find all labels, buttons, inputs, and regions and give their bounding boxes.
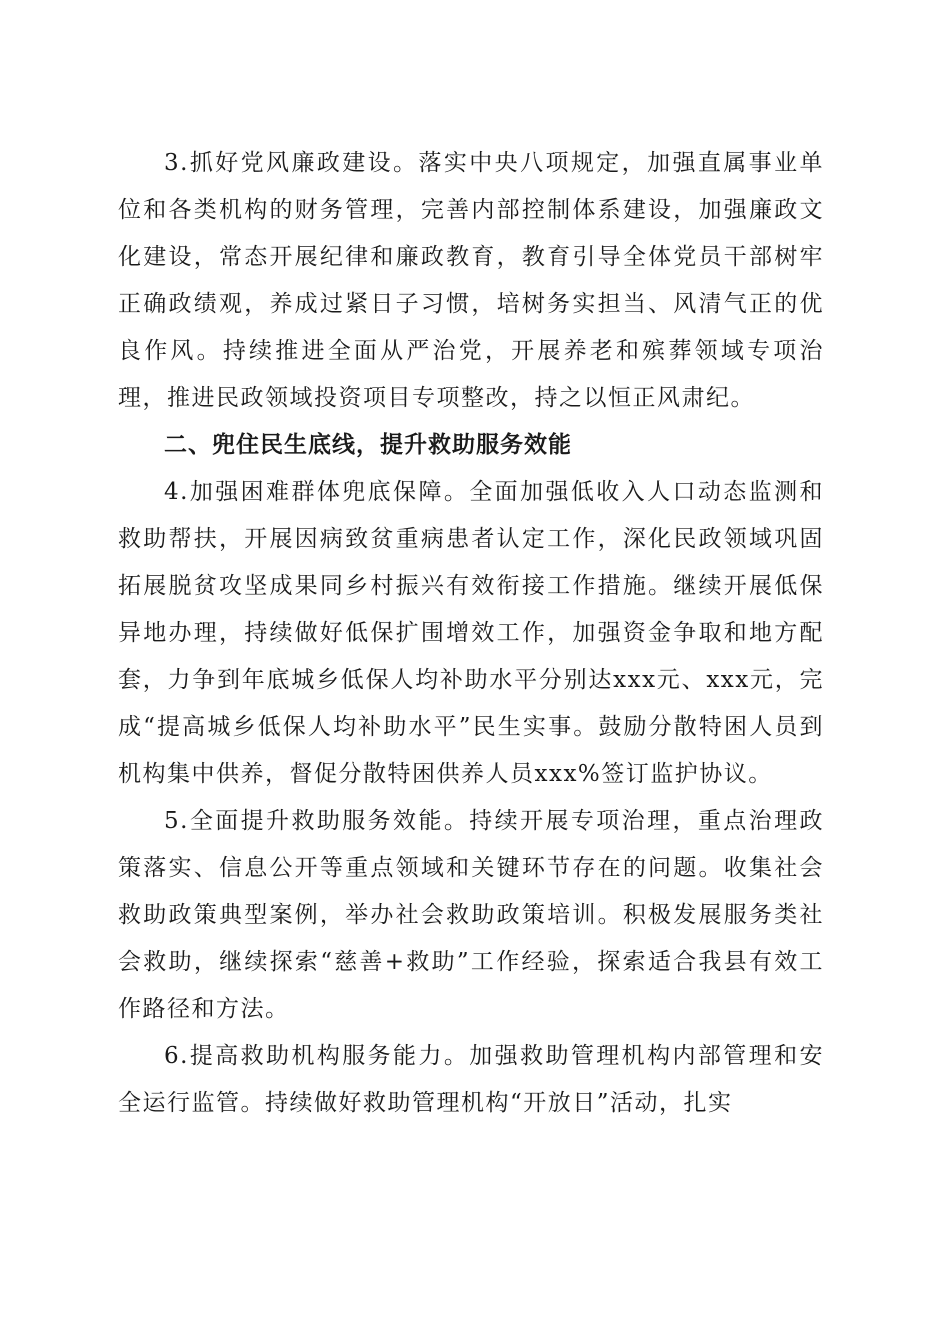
- paragraph-3-party-conduct: 3.抓好党风廉政建设。落实中央八项规定，加强直属事业单位和各类机构的财务管理，完善内部控制体系建设，加强廉政文化建设，常态开展纪律和廉政教育，教育引导全体党员干部树牢正确政绩观，养成过紧日子习惯，培树务实担当、风清气正的优良作风。持续推进全面从严治党，开展养老和殡葬领域专项治理，推进民政领域投资项目专项整改，持之以恒正风肃纪。: [118, 150, 824, 411]
- paragraph-4-poverty-support: 4.加强困难群体兜底保障。全面加强低收入人口动态监测和救助帮扶，开展因病致贫重病患者认定工作，深化民政领域巩固拓展脱贫攻坚成果同乡村振兴有效衔接工作措施。继续开展低保异地办理，持续做好低保扩围增效工作，加强资金争取和地方配套，力争到年底城乡低保人均补助水平分别达xxx元、xxx元，完成“提高城乡低保人均补助水平”民生实事。鼓励分散特困人员到机构集中供养，督促分散特困供养人员xxx%签订监护协议。: [118, 479, 824, 787]
- section-heading-2: 二、兜住民生底线，提升救助服务效能: [164, 432, 572, 458]
- paragraph-6-aid-agency-capacity: 6.提高救助机构服务能力。加强救助管理机构内部管理和安全运行监管。持续做好救助管理机构“开放日”活动，扎实: [118, 1043, 824, 1116]
- paragraph-5-aid-efficiency: 5.全面提升救助服务效能。持续开展专项治理，重点治理政策落实、信息公开等重点领域和关键环节存在的问题。收集社会救助政策典型案例，举办社会救助政策培训。积极发展服务类社会救助，继续探索“慈善+救助”工作经验，探索适合我县有效工作路径和方法。: [118, 808, 824, 1022]
- document-body: [118, 140, 824, 1127]
